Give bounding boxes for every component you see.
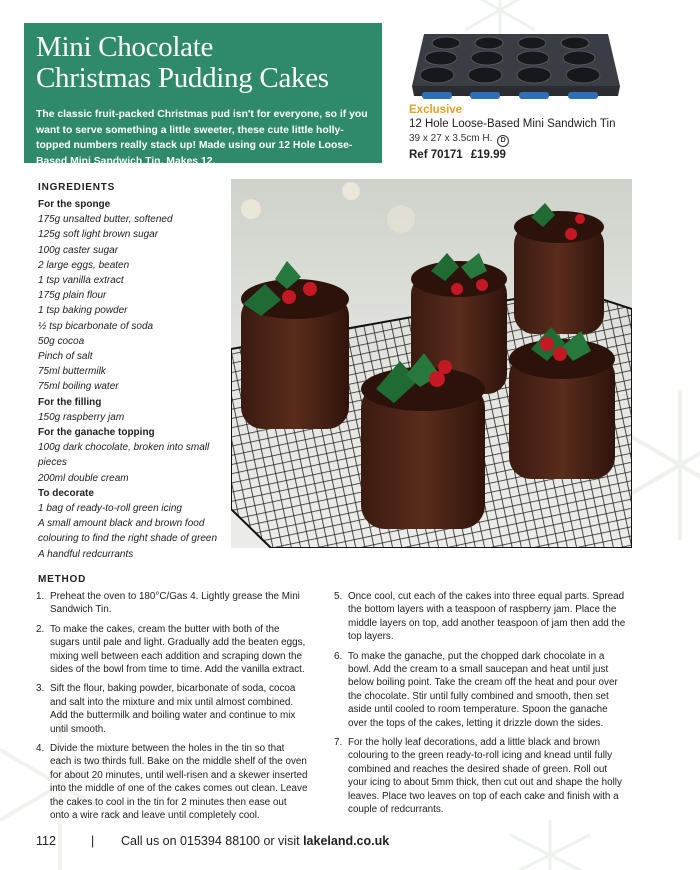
decorate-heading: To decorate (38, 487, 94, 499)
ingredients-heading: INGREDIENTS (38, 182, 116, 193)
method-step-text: For the holly leaf decorations, add a little black and brown colouring to the green ready-to-roll icing and knead until fully combined and reaches the desired shade of green. Roll out your icing to about 5mm thick, then cut out and shape the holly leaves. Place two leaves on top of each cake and finish with a couple of redcurrants. (348, 737, 622, 816)
recipe-intro: The classic fruit-packed Christmas pud isn't for everyone, so if you want to serve something a little sweeter, these cute little holly-topped numbers really stack up! Made using our 12 Hole Loose-Based Mini Sandwich Tin. Makes 12. (36, 109, 368, 167)
cakes-photo (231, 179, 632, 548)
ingredient-item: 1 tsp vanilla extract (38, 275, 124, 287)
method-step: 1. Preheat the oven to 180°C/Gas 4. Lightly grease the Mini Sandwich Tin. (36, 591, 300, 616)
product-ref: Ref 70171 (409, 149, 463, 161)
product-price: £19.99 (470, 149, 506, 161)
ingredient-item: Pinch of salt (38, 351, 93, 363)
ingredient-item: 100g dark chocolate, broken into small pieces (38, 442, 210, 469)
page-footer (36, 834, 389, 848)
page-number: 112 (36, 834, 56, 848)
product-ref-price (409, 147, 669, 163)
method-column-right (334, 590, 626, 823)
ingredient-item: 2 large eggs, beaten (38, 259, 130, 271)
ingredient-item: 75ml boiling water (38, 381, 119, 393)
dimensions-text: 39 x 27 x 3.5cm H. (409, 133, 493, 144)
recipe-title-line: Mini Chocolate (36, 31, 214, 63)
method-heading: METHOD (38, 574, 87, 585)
ingredient-item: 1 bag of ready-to-roll green icing (38, 503, 182, 515)
product-info (409, 104, 669, 163)
cake-front (361, 353, 485, 529)
sponge-heading: For the sponge (38, 199, 111, 210)
method-step: 4. Divide the mixture between the holes in the tin so that each is two thirds full. Bake on the middle shelf of the oven for about 20 minutes, until well-risen and a skewer inserted into the middle of one of the cakes comes out clean. Leave the cakes to cool in the tin for 2 minutes then ease out onto a wire rack and leave until completely cool. (36, 743, 308, 822)
method-step: 3. Sift the flour, baking powder, bicarbonate of soda, cocoa and salt into the mixture and mix until almost combined. Add the buttermilk and boiling water and continue to mix until smooth. (36, 683, 296, 735)
filling-list (38, 410, 228, 425)
method-step-text: To make the cakes, cream the butter with both of the sugars until pale and light. Gradually add the beaten eggs, mixing well between each addition and scraping down the sides of the bowl from time to time. Add the vanilla extract. (50, 623, 306, 676)
snowflake-decoration (620, 390, 700, 540)
product-name: 12 Hole Loose-Based Mini Sandwich Tin (409, 118, 616, 130)
footer-contact: Call us on 015394 88100 or visit (121, 834, 304, 848)
dishwasher-safe-icon: D (497, 135, 509, 147)
method-step: 2. To make the cakes, cream the butter with both of the sugars until pale and light. Gradually add the beaten eggs, mixing well between each addition and scraping down the sides of the bowl from time to time. Add the vanilla extract. (36, 623, 306, 676)
ganache-heading: For the ganache topping (38, 427, 155, 439)
method-column-left (36, 590, 308, 829)
ingredient-item: 150g raspberry jam (38, 411, 125, 423)
ingredient-item: 175g plain flour (38, 290, 107, 302)
ingredient-item: 50g cocoa (38, 335, 85, 347)
ingredient-item: 125g soft light brown sugar (38, 229, 159, 241)
method-step-text: Sift the flour, baking powder, bicarbonate of soda, cocoa and salt into the mixture and mix until almost combined. Add the buttermilk and boiling water and continue to mix until smooth. (50, 683, 296, 735)
method-step-text: Once cool, cut each of the cakes into three equal parts. Spread the bottom layers with a teaspoon of raspberry jam. Place the middle layers on top, add another teaspoon of jam then add the top layers. (348, 591, 626, 643)
ingredient-item: ½ tsp bicarbonate of soda (38, 320, 154, 332)
ingredient-item: 75ml buttermilk (38, 366, 106, 378)
cake-left (241, 261, 349, 429)
cake-right (509, 327, 615, 479)
filling-heading: For the filling (38, 396, 102, 408)
footer-separator: | (91, 834, 95, 848)
recipe-header (24, 23, 382, 167)
ingredient-item: 175g unsalted butter, softened (38, 214, 173, 226)
sponge-list (38, 212, 228, 394)
recipe-title-line: Christmas Pudding Cakes (36, 62, 329, 94)
snowflake-decoration (510, 820, 590, 870)
method-step-text: To make the ganache, put the chopped dark chocolate in a bowl. Add the cream to a small saucepan and heat until just below boiling point. Take the cream off the heat and pour over the chocolate. Stir until fully combined and smooth, then set aside until cooled to room temperature. Spoon the ganache over the tops of the cakes, letting it drizzle down the sides. (348, 650, 618, 729)
cake-back-right (514, 203, 604, 334)
method-step: 5. Once cool, cut each of the cakes into three equal parts. Spread the bottom layers with a teaspoon of raspberry jam. Place the middle layers on top, add another teaspoon of jam then add the top layers. (334, 591, 626, 643)
method-step: 6. To make the ganache, put the chopped dark chocolate in a bowl. Add the cream to a small saucepan and heat until just below boiling point. Take the cream off the heat and pour over the chocolate. Stir until fully combined and smooth, then set aside until cooled to room temperature. Spoon the ganache over the tops of the cakes, letting it drizzle down the sides. (334, 650, 618, 729)
decorate-list (38, 501, 228, 562)
ganache-list (38, 440, 228, 486)
ingredients-section (38, 181, 228, 562)
product-dimensions (409, 132, 669, 147)
ingredient-item: 100g caster sugar (38, 244, 119, 256)
sandwich-tin-image (410, 30, 622, 100)
ingredient-item: 1 tsp baking powder (38, 305, 128, 317)
recipe-title (36, 32, 329, 94)
method-step: 7. For the holly leaf decorations, add a little black and brown colouring to the green ready-to-roll icing and knead until fully combined and reaches the desired shade of green. Roll out your icing to about 5mm thick, then cut out and shape the holly leaves. Place two leaves on top of each cake and finish with a couple of redcurrants. (334, 737, 622, 816)
ingredient-item: A small amount black and brown food colouring to find the right shade of green (38, 518, 218, 545)
method-step-text: Preheat the oven to 180°C/Gas 4. Lightly grease the Mini Sandwich Tin. (50, 591, 300, 616)
website-link[interactable]: lakeland.co.uk (303, 834, 390, 848)
exclusive-label: Exclusive (409, 104, 463, 116)
ingredient-item: A handful redcurrants (38, 548, 134, 560)
method-step-text: Divide the mixture between the holes in the tin so that each is two thirds full. Bake on the middle shelf of the oven for about 20 minutes, until well-risen and a skewer inserted into the middle of one of the cakes comes out clean. Leave the cakes to cool in the tin for 2 minutes then ease out onto a wire rack and leave until completely cool. (50, 743, 308, 822)
ingredient-item: 200ml double cream (38, 472, 129, 484)
